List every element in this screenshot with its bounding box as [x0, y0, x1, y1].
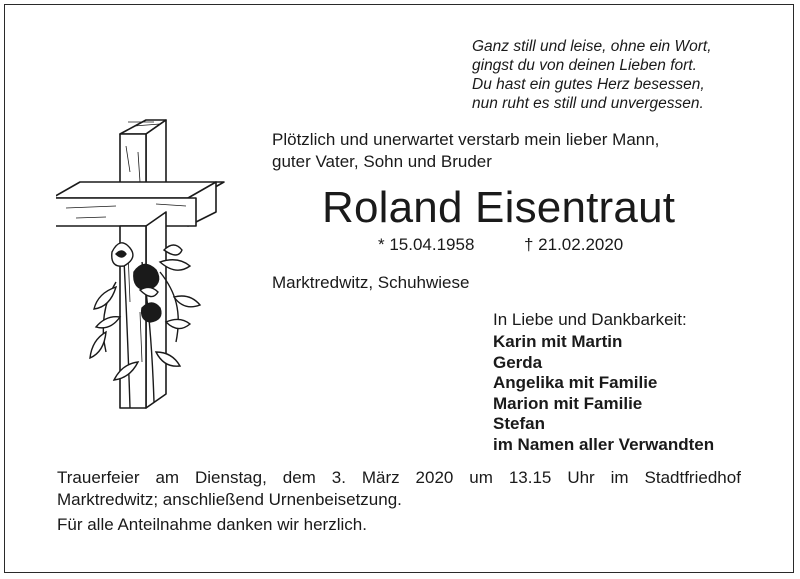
mourner: Angelika mit Familie — [493, 373, 658, 392]
poem-line: Ganz still und leise, ohne ein Wort, — [472, 38, 712, 55]
birth-date: * 15.04.1958 — [378, 235, 475, 254]
poem-line: nun ruht es still und unvergessen. — [472, 95, 704, 112]
mourner: im Namen aller Verwandten — [493, 434, 715, 454]
funeral-service-notice — [57, 467, 741, 511]
intro-line: guter Vater, Sohn und Bruder — [272, 152, 492, 171]
poem-line: gingst du von deinen Lieben fort. — [472, 57, 697, 74]
mourner: Karin mit Martin — [493, 332, 623, 351]
service-word: März — [361, 468, 400, 487]
mourner: Marion mit Familie — [493, 393, 643, 413]
mourner: Stefan — [493, 414, 545, 433]
service-word: Stadtfriedhof — [644, 468, 741, 487]
service-word: im — [610, 468, 629, 487]
service-line-1 — [57, 467, 741, 489]
mourners-list — [493, 332, 714, 455]
residence: Marktredwitz, Schuhwiese — [272, 273, 470, 292]
poem-line: Du hast ein gutes Herz besessen, — [472, 76, 705, 93]
service-word: 2020 — [415, 468, 454, 487]
cross-with-roses-icon — [56, 112, 226, 412]
service-word: 3. — [331, 468, 346, 487]
service-word: dem — [282, 468, 316, 487]
death-date: † 21.02.2020 — [524, 235, 624, 254]
thanks-intro: In Liebe und Dankbarkeit: — [493, 310, 687, 329]
service-word: am — [155, 468, 180, 487]
service-word: Trauerfeier — [57, 468, 140, 487]
intro-line: Plötzlich und unerwartet verstarb mein lieber Mann, — [272, 130, 660, 149]
service-word: 13.15 — [508, 468, 552, 487]
deceased-name: Roland Eisentraut — [322, 183, 676, 232]
mourner: Gerda — [493, 352, 543, 372]
poem — [472, 37, 712, 113]
service-word: Dienstag, — [194, 468, 267, 487]
service-word: um — [469, 468, 493, 487]
service-line-2: Marktredwitz; anschließend Urnenbeisetzung. — [57, 490, 402, 509]
intro-text — [272, 129, 659, 173]
closing-thanks: Für alle Anteilnahme danken wir herzlich. — [57, 515, 367, 534]
service-word: Uhr — [567, 468, 595, 487]
